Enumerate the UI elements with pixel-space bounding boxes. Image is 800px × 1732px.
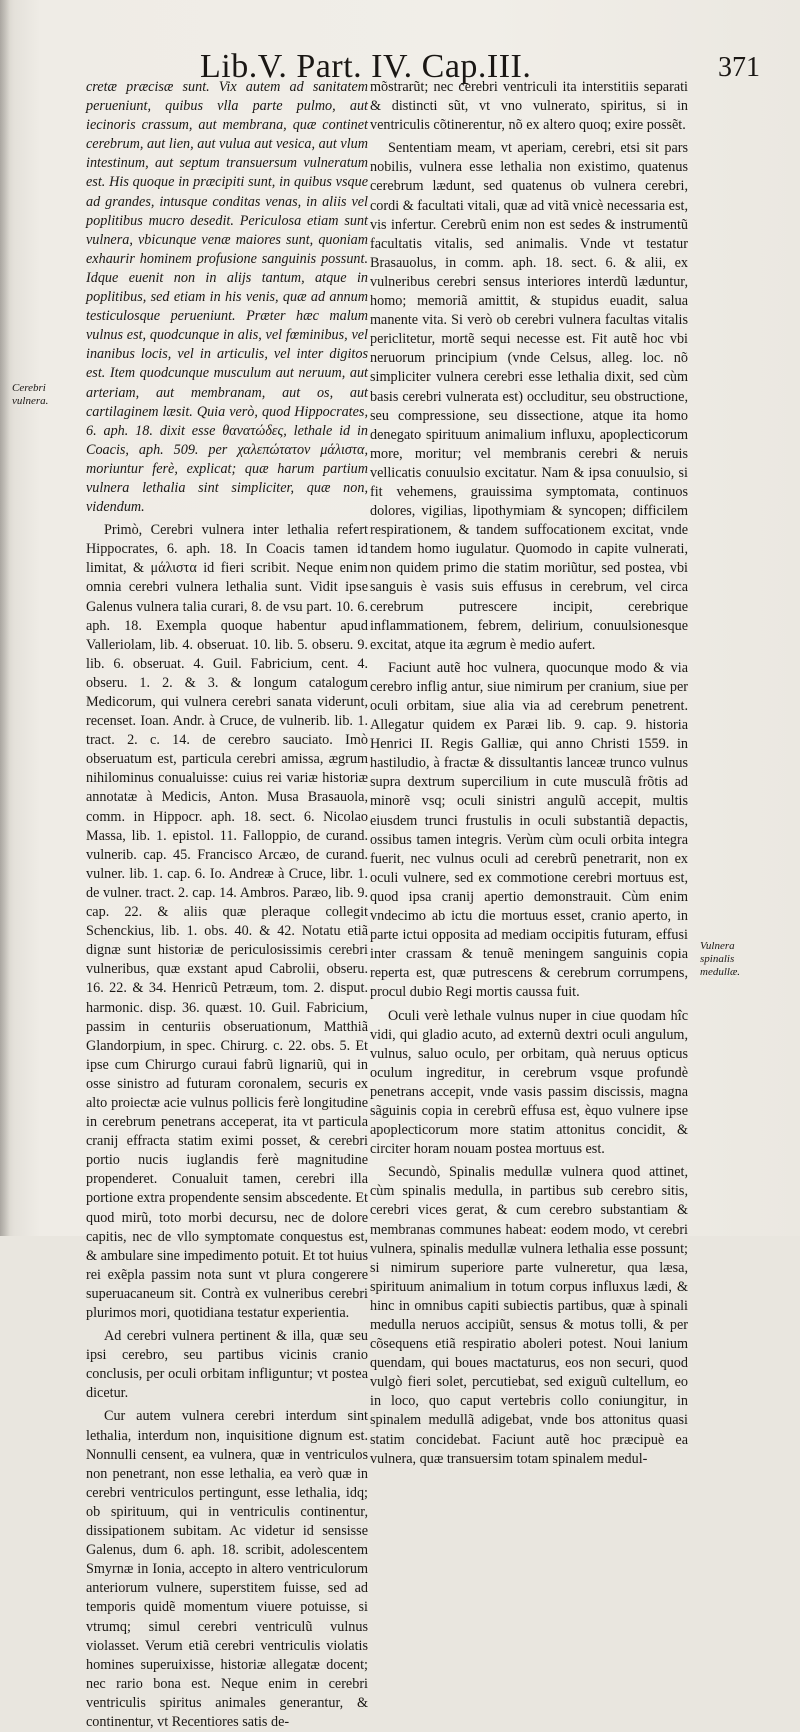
binding-shadow — [0, 0, 10, 1236]
page-number: 371 — [718, 52, 760, 83]
right-paragraph-5: Secundò, Spinalis medullæ vulnera quod attinet, cùm spinalis medulla, in partibus sub cerebro sitis, cerebri vices gerat, & cum cerebro substantiam & membranas communes habeat: eodem modo, vt cerebri vulnera, spinalis medullæ vulnera lethalia esse possunt; si nimirum superiore parte vulneretur, qua læsa, spirituum animalium in totum corpus influxus lædi, & hinc in omnibus capiti subiectis partibus, quæ à spinali medulla neruos accipiũt, sensus & motus tolli, & per cõsequens etiã respiratio aboleri potest. Noui lanium quendam, qui boues mactaturus, eos non securi, quod vulgò fieri solet, percutiebat, sed exiguũ cultellum, eo in loco, quo caput vertebris collo coniungitur, in spinalem medullã adigebat, vnde bos attonitus quasi statim concidebat. Faciunt autẽ hoc præcipuè ea vulnera, quæ transuersim totam spinalem medul- — [370, 1164, 688, 1467]
right-column — [370, 78, 688, 1467]
margin-note-cerebri: Cerebri vulnera. — [12, 382, 49, 407]
margin-note-spinalis: Vulnera spinalis medullæ. — [700, 940, 741, 978]
left-paragraph-1: cretæ præcisæ sunt. Vix autem ad sanitatem perueniunt, quibus vlla parte pulmo, aut iecinoris crassum, aut membrana, quæ continet cerebrum, aut lien, aut vulua aut vesica, aut vlum intestinum, aut septum transuersum vulneratum est. His quoque in præcipiti sunt, in quibus vsque ad grandes, intusque conditas venas, in aliis vel poplitibus mucro desedit. Periculosa etiam sunt vulnera, vbicunque venæ maiores sunt, quoniam exhaurir hominem profusione sanguinis possunt. Idque euenit non in alijs tantum, atque in poplitibus, sed etiam in his venis, quæ ad annum testiculosque perueniunt. Præter hæc malum vulnus est, quodcunque in alis, vel fœminibus, vel inanibus locis, vel in articulis, vel inter digitos est. Item quodcunque musculum aut neruum, aut arteriam, aut membranam, aut os, aut cartilaginem læsit. Quia verò, quod Hippocrates, 6. aph. 18. dixit esse θανατώδες, lethale id in Coacis, aph. 509. per χαλεπώτατον μάλιστα, moriuntur ferè, explicat; quæ harum partium vulnera lethalia sint simpliciter, quæ non, videndum. — [86, 79, 368, 516]
left-paragraph-2: Primò, Cerebri vulnera inter lethalia refert Hippocrates, 6. aph. 18. In Coacis tamen id limitat, & μάλιστα id fieri scribit. Neque enim omnia cerebri vulnera lethalia sunt. Vidit ipse Galenus vulnera talia curari, 8. de vsu part. 10. 6. aph. 18. Exempla quoque habentur apud Valleriolam, lib. 4. obseruat. 10. lib. 5. obseru. 9. lib. 6. obseruat. 4. Guil. Fabricium, cent. 4. obseru. 1. 2. & 3. & longum catalogum Medicorum, qui vulnera cerebri sanata viderunt, recenset. Ioan. Andr. à Cruce, de vulnerib. lib. 1. tract. 2. c. 14. de cerebro sauciato. Imò obseruatum est, particula cerebri amissa, ægrum nihilominus conualuisse: cuius rei variæ historiæ annotatæ à Medicis, Anton. Musa Brasauola, comm. in Hippocr. aph. 18. sect. 6. Nicolao Massa, lib. 1. epistol. 11. Falloppio, de curand. vulnerib. cap. 45. Francisco Arcæo, de curand. vulner. lib. 1. cap. 6. Io. Andreæ à Cruce, libr. 1. de vulner. tract. 2. cap. 14. Ambros. Paræo, lib. 9. cap. 22. & aliis quæ pleraque collegit Schenckius, lib. 1. obs. 40. & 42. Notatu etiã dignæ sunt historiæ de periculosissimis cerebri vulneribus, quæ exstant apud Cabrolii, obseru. 16. 22. & 34. Henricũ Petræum, tom. 2. disput. harmonic. disp. 36. quæst. 10. Guil. Fabricium, passim in centuriis obseruationum, Matthiã Glandorpium, in spec. Chirurg. c. 22. obs. 5. Et ipse cum Chirurgo curaui fabrũ lignariũ, qui in osse sinistro ad futuram coronalem, securis ex alto proiectæ acie vulnus pollicis ferè longitudine in cerebrum penetrans acceperat, ita vt particula cranij effracta statim eximi posset, & cerebri portio nucis iuglandis ferè magnitudine propenderet. Conualuit tamen, cerebri illa portione extra propendente sensim abscedente. Et quod mirũ, toto morbi decursu, nec de dolore capitis, nec de vllo symptomate conquestus est, & ambulare sine impedimento potuit. Et tot huius rei exẽpla passim nota sunt vt plura congerere superuacaneum sit. Contrà ex vulneribus cerebri plurimos mori, quotidiana testatur experientia. — [86, 522, 368, 1321]
left-column — [86, 78, 368, 1730]
right-paragraph-3: Faciunt autẽ hoc vulnera, quocunque modo & via cerebro inflig antur, siue nimirum per cranium, siue per oculi orbitam, siue alia via ad cerebrum penetrent. Allegatur quidem ex Paræi lib. 9. cap. 9. historia Henrici II. Regis Galliæ, qui anno Christi 1559. in hastiludio, à fractæ & dissultantis lanceæ trunco vulnus supra dextrum supercilium in cute musculã frõtis ad minorẽ vsq; oculi sinistri angulũ accepit, multis eiusdem trunci frustulis in oculi substantiã depactis, ossibus tamen integris. Verùm cùm oculi orbita integra fuerit, nec vulnus oculi ad cerebrũ penetrarit, non ex oculi vulnere, sed ex commotione cerebri mortuus est, quod ipsa cranij apertio demonstrauit. Cùm enim vndecimo ab ictu die mortuus esset, cranio aperto, in parte ictui opposita ad mediam occipitis futuram, effusi inter crassam & tenuẽ meningem sanguinis copia reperta est, quæ putrescens & cerebrum corrumpens, procul dubio Regi mortis caussa fuit. — [370, 659, 688, 1001]
right-paragraph-4: Oculi verè lethale vulnus nuper in ciue quodam hîc vidi, qui gladio acuto, ad externũ dextri oculi angulum, vulnus, saluo oculo, per orbitam, quà neruus opticus oculum ingreditur, in cerebrum vsque profundè penetrans accepit, vnde vasis passim discissis, magna sãguinis copia in cerebrũ effusa est, èquo vulnere ipse apoplecticorum more statim attonitus concidit, & circiter horam nouam postea mortuus est. — [370, 1007, 688, 1158]
running-title: Lib.V. Part. IV. Cap.III. — [200, 48, 532, 85]
right-paragraph-2: Sententiam meam, vt aperiam, cerebri, etsi sit pars nobilis, vulnera esse lethalia non existimo, quatenus cerebrum lædunt, sed quatenus ob vulnera cerebri, cordi & facultati vitali, quæ ad vitã vnicè necessaria est, vis infertur. Cerebrũ enim non est sedes & instrumentũ facultatis vitalis, sed animalis. Vnde vt testatur Brasauolus, in comm. aph. 18. sect. 6. & alii, ex vulneribus cerebri sensus interiores interdũ læduntur, homo; memoriã amittit, & stupidus euadit, salua manente vita. Si verò ob cerebri vulnera facultas vitalis periclitetur, mortẽ sequi necesse est. Fit autẽ hoc vbi neruorum principium (vnde Celsus, alleg. loc. nõ simpliciter vulnera cerebri esse lethalia dixit, sed cùm basis cerebri vulnerata est) occluditur, seu obstructione, seu compressione, seu dissectione, atque ita homo denegato spirituum animalium influxu, apoplecticorum more, moritur; vel membranis cerebri & neruis vellicatis conuulsio excitatur. Nam & ipsa conuulsio, si fit vehemens, grauissima symptomata, continuos dolores, vigilias, lipothymiam & syncopen; difficilem respirationem, & tandem suffocationem excitat, vnde tandem homo iugulatur. Quomodo in capite vulnerati, non quidem primo die statim moriũtur, sed postea, vbi sanguis è vasis suis effusus in cerebrum, vel circa cerebrum putrescere incipit, cerebrique inflammationem, febrem, delirium, conuulsionesque excitat, atque ita ægrum è medio aufert. — [370, 140, 688, 653]
left-paragraph-4: Cur autem vulnera cerebri interdum sint lethalia, interdum non, inquisitione dignum est. Nonnulli censent, ea vulnera, quæ in ventriculos non penetrant, non esse lethalia, ea verò quæ in cerebri ventriculos pertingunt, esse lethalia, idq; ob spirituum, qui in ventriculis continentur, dissipationem subitam. Ac videtur id sensisse Galenus, dum 6. aph. 18. scribit, adolescentem Smyrnæ in Ionia, accepto in altero ventriculorum anteriorum vulnere, superstitem fuisse, sed ad temporis quidẽ momentum viuere potuisse, si vtrumq; simul cerebri ventriculũ vulnus violasset. Verum etiã cerebri ventriculis violatis homines superuixisse, historiæ allegatæ docent; nec rario bona est. Neque enim in cerebri ventriculis spiritus animales generantur, & continentur, vt Recentiores satis de- — [86, 1408, 368, 1730]
right-paragraph-1: mõstrarũt; nec cerebri ventriculi ita interstitiis separati & distincti sũt, vt vno vulnerato, spiritus, si in ventriculis cõtinerentur, nõ ex altero quoq; exire possẽt. — [370, 79, 688, 134]
left-paragraph-3: Ad cerebri vulnera pertinent & illa, quæ seu ipsi cerebro, seu partibus vicinis cranio conclusis, per oculi orbitam infliguntur; vt postea dicetur. — [86, 1328, 368, 1402]
